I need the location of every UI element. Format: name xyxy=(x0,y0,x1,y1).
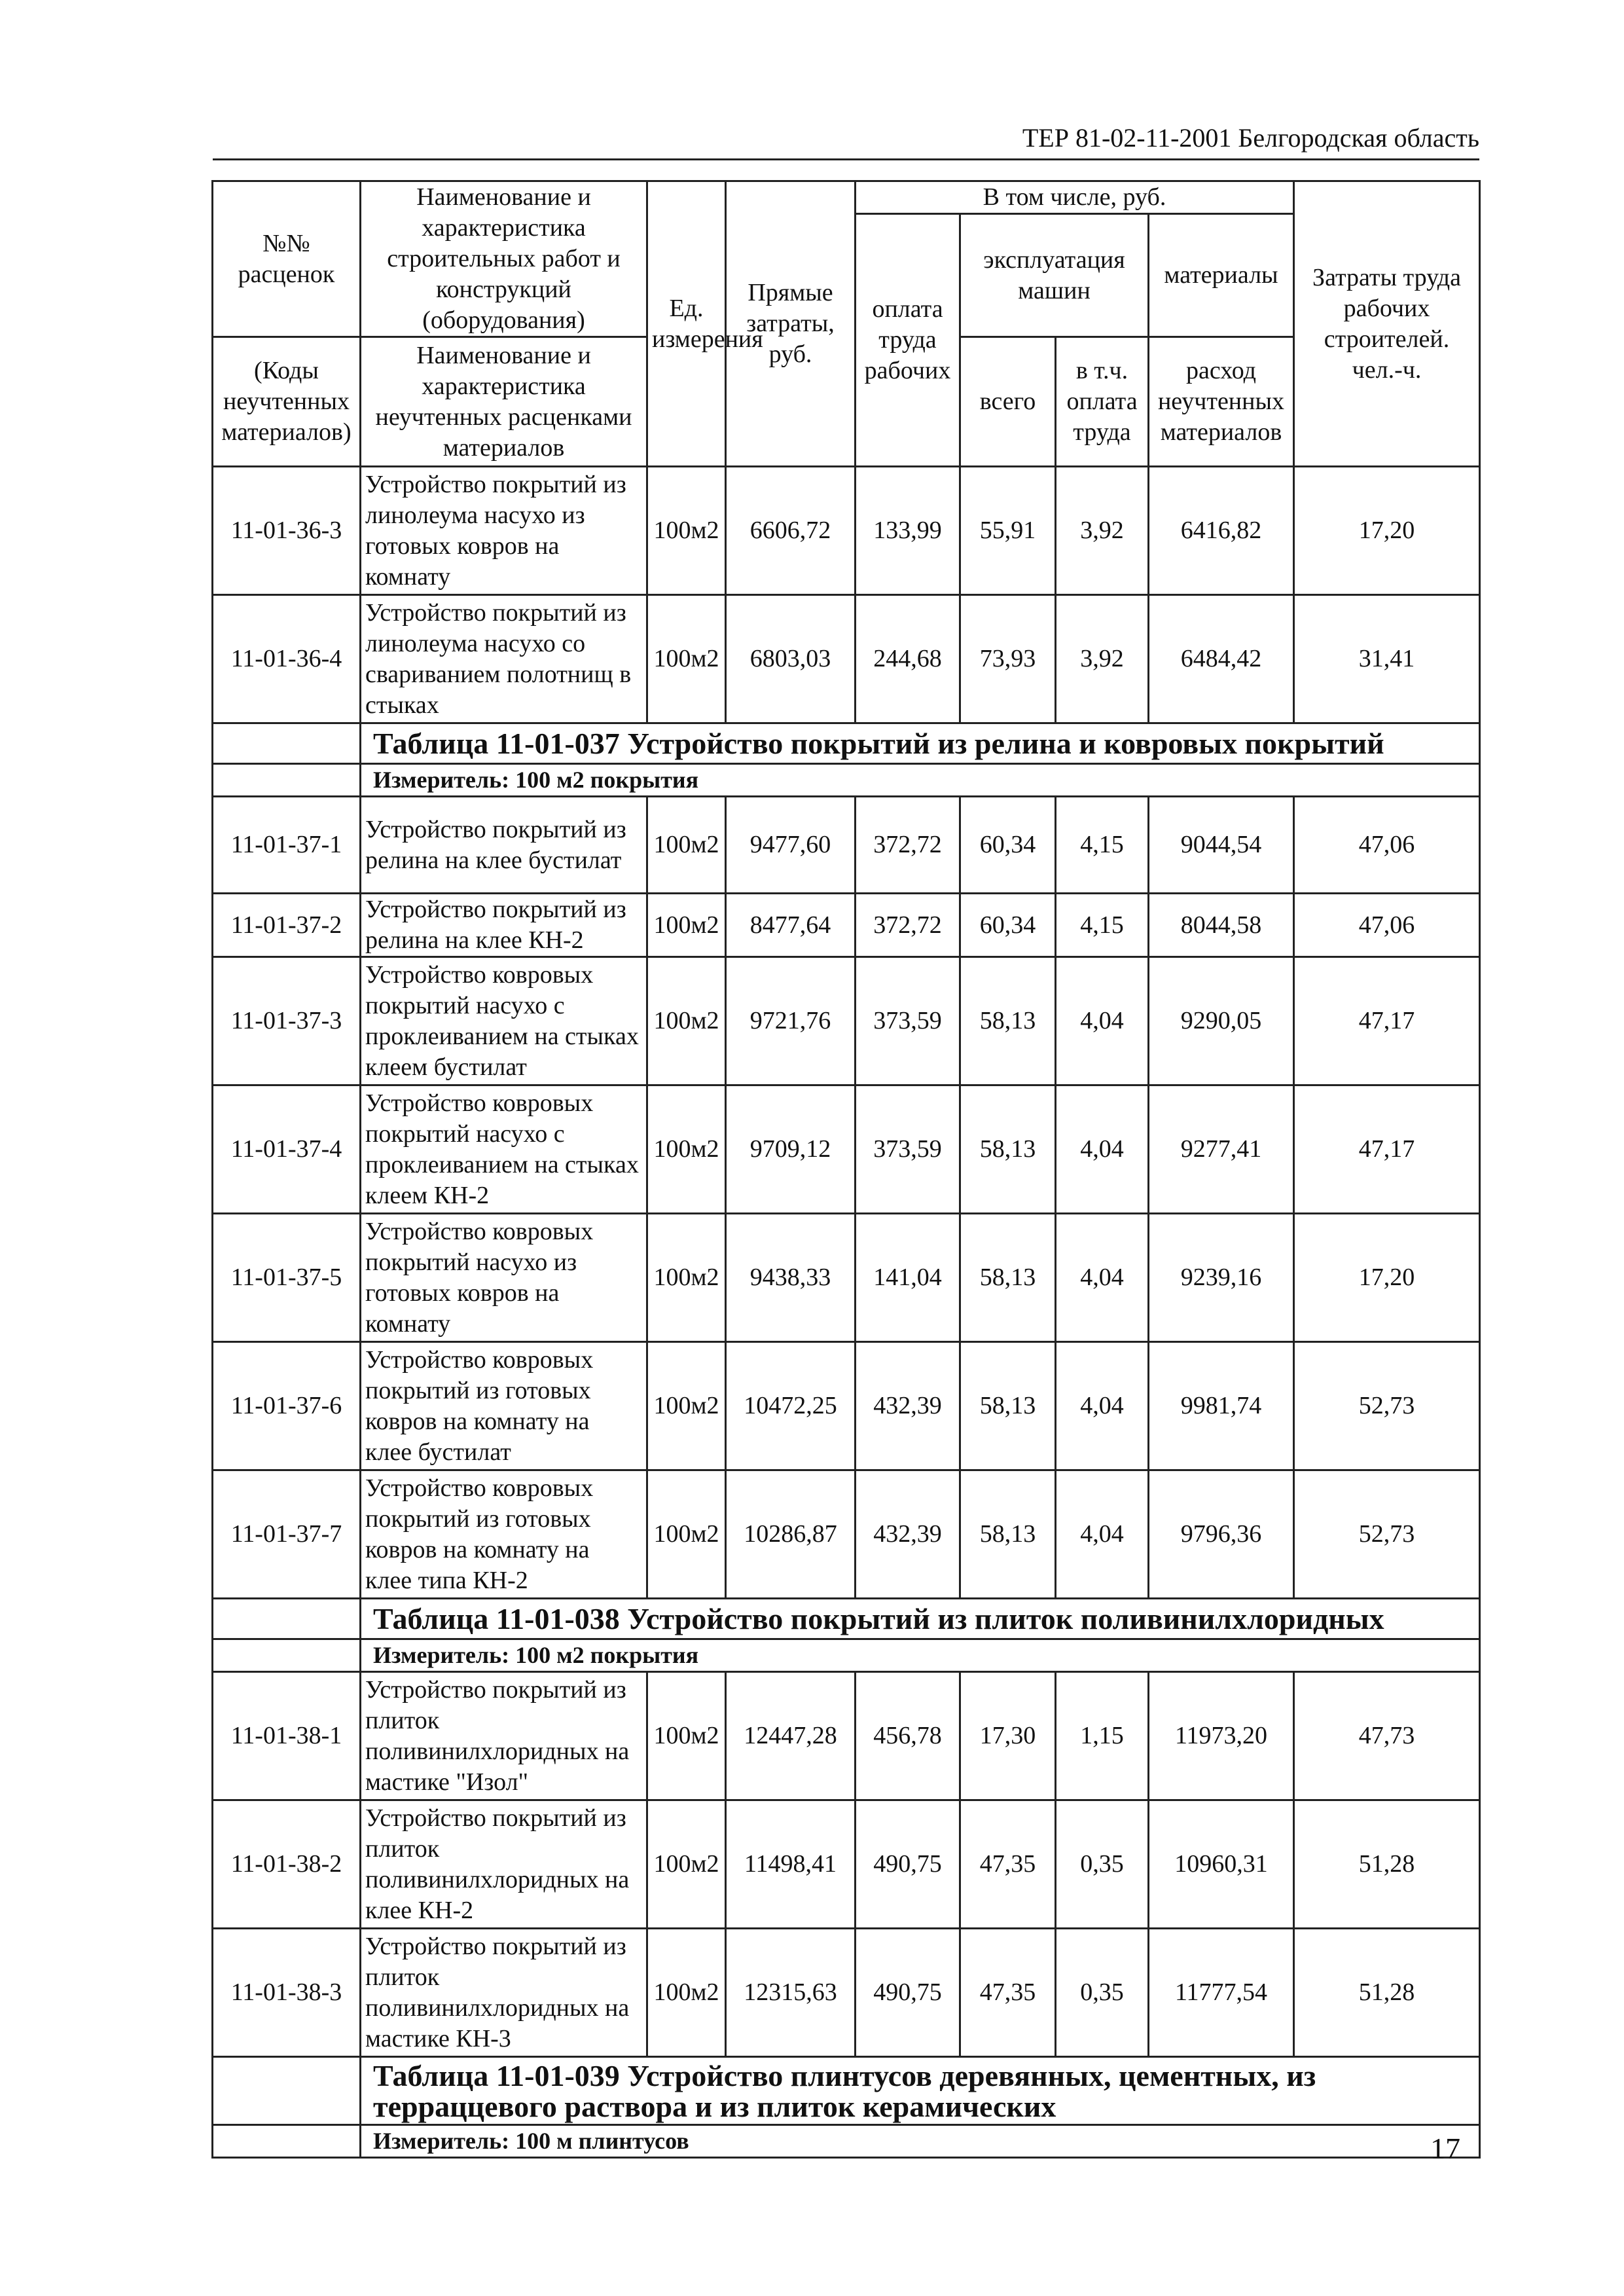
rate-direct: 9721,76 xyxy=(726,957,856,1085)
rate-wages: 432,39 xyxy=(856,1470,960,1599)
rate-code: 11-01-38-2 xyxy=(213,1800,361,1929)
rate-machines-wages: 4,04 xyxy=(1056,1085,1149,1214)
rate-code: 11-01-36-3 xyxy=(213,467,361,595)
rate-labor: 51,28 xyxy=(1294,1800,1480,1929)
rate-labor: 31,41 xyxy=(1294,595,1480,723)
rate-direct: 6803,03 xyxy=(726,595,856,723)
table-row xyxy=(213,1470,1480,1599)
document-title: ТЕР 81-02-11-2001 Белгородская область xyxy=(1022,123,1479,153)
rate-machines: 58,13 xyxy=(960,1214,1056,1342)
header-name: Наименование и характеристика строительных работ и конструкций (оборудования) xyxy=(361,181,647,337)
rate-unit: 100м2 xyxy=(647,1470,726,1599)
rate-machines: 17,30 xyxy=(960,1672,1056,1800)
rate-wages: 490,75 xyxy=(856,1800,960,1929)
rate-name: Устройство покрытий из релина на клее бустилат xyxy=(361,797,647,894)
table-row xyxy=(213,894,1480,957)
rate-labor: 47,06 xyxy=(1294,894,1480,957)
rate-machines: 47,35 xyxy=(960,1800,1056,1929)
rate-machines-wages: 1,15 xyxy=(1056,1672,1149,1800)
rate-name: Устройство ковровых покрытий насухо из готовых ковров на комнату xyxy=(361,1214,647,1342)
rate-code: 11-01-37-4 xyxy=(213,1085,361,1214)
rate-wages: 456,78 xyxy=(856,1672,960,1800)
rate-materials: 11777,54 xyxy=(1149,1929,1294,2057)
rate-materials: 9277,41 xyxy=(1149,1085,1294,1214)
rate-unit: 100м2 xyxy=(647,467,726,595)
rate-materials: 9239,16 xyxy=(1149,1214,1294,1342)
rate-code: 11-01-38-3 xyxy=(213,1929,361,2057)
rate-direct: 11498,41 xyxy=(726,1800,856,1929)
section-title-37: Таблица 11-01-037 Устройство покрытий из релина и ковровых покрытий xyxy=(361,723,1480,764)
rate-direct: 10286,87 xyxy=(726,1470,856,1599)
rates-table xyxy=(211,180,1481,2159)
rate-machines-wages: 4,04 xyxy=(1056,1214,1149,1342)
rate-machines-wages: 0,35 xyxy=(1056,1800,1149,1929)
meter-37: Измеритель: 100 м2 покрытия xyxy=(361,764,1480,797)
section-title-row xyxy=(213,2057,1480,2125)
rate-code: 11-01-37-3 xyxy=(213,957,361,1085)
meter-row xyxy=(213,764,1480,797)
rate-direct: 10472,25 xyxy=(726,1342,856,1470)
rate-unit: 100м2 xyxy=(647,1085,726,1214)
header-machines: эксплуатация машин xyxy=(960,214,1149,337)
rate-materials: 11973,20 xyxy=(1149,1672,1294,1800)
rate-wages: 373,59 xyxy=(856,957,960,1085)
rate-labor: 47,17 xyxy=(1294,957,1480,1085)
meter-spacer xyxy=(213,764,361,797)
meter-spacer xyxy=(213,2125,361,2158)
section-title-row xyxy=(213,1599,1480,1639)
rate-labor: 47,06 xyxy=(1294,797,1480,894)
rate-labor: 52,73 xyxy=(1294,1342,1480,1470)
header-including: В том числе, руб. xyxy=(856,181,1294,214)
rate-machines-wages: 3,92 xyxy=(1056,467,1149,595)
header-materials-sub: расход неучтенных материалов xyxy=(1149,337,1294,467)
rate-machines-wages: 0,35 xyxy=(1056,1929,1149,2057)
table-row xyxy=(213,1672,1480,1800)
table-row xyxy=(213,957,1480,1085)
rate-code: 11-01-37-2 xyxy=(213,894,361,957)
rate-materials: 9981,74 xyxy=(1149,1342,1294,1470)
rate-materials: 8044,58 xyxy=(1149,894,1294,957)
rate-name: Устройство покрытий из плиток поливинилхлоридных на клее КН-2 xyxy=(361,1800,647,1929)
header-name-sub: Наименование и характеристика неучтенных расценками материалов xyxy=(361,337,647,467)
table-row xyxy=(213,595,1480,723)
rate-machines: 60,34 xyxy=(960,894,1056,957)
header-direct: Прямые затраты, руб. xyxy=(726,181,856,467)
rate-unit: 100м2 xyxy=(647,1342,726,1470)
header-unit: Ед. измерения xyxy=(647,181,726,467)
rate-labor: 17,20 xyxy=(1294,1214,1480,1342)
rate-name: Устройство покрытий из плиток поливинилхлоридных на мастике КН-3 xyxy=(361,1929,647,2057)
header-wages: оплата труда рабочих xyxy=(856,214,960,467)
rate-wages: 141,04 xyxy=(856,1214,960,1342)
rate-unit: 100м2 xyxy=(647,595,726,723)
rate-machines: 58,13 xyxy=(960,1085,1056,1214)
meter-spacer xyxy=(213,1639,361,1672)
table-row xyxy=(213,1342,1480,1470)
rate-unit: 100м2 xyxy=(647,1929,726,2057)
rate-labor: 52,73 xyxy=(1294,1470,1480,1599)
rate-direct: 9477,60 xyxy=(726,797,856,894)
table-row xyxy=(213,1085,1480,1214)
rate-wages: 372,72 xyxy=(856,894,960,957)
rate-labor: 51,28 xyxy=(1294,1929,1480,2057)
rate-materials: 6416,82 xyxy=(1149,467,1294,595)
rate-labor: 47,17 xyxy=(1294,1085,1480,1214)
rate-materials: 6484,42 xyxy=(1149,595,1294,723)
rate-wages: 133,99 xyxy=(856,467,960,595)
header-row-1 xyxy=(213,181,1480,214)
rate-machines: 58,13 xyxy=(960,957,1056,1085)
rate-name: Устройство покрытий из релина на клее КН-2 xyxy=(361,894,647,957)
rate-unit: 100м2 xyxy=(647,1672,726,1800)
section-title-38: Таблица 11-01-038 Устройство покрытий из плиток поливинилхлоридных xyxy=(361,1599,1480,1639)
rate-machines-wages: 4,04 xyxy=(1056,1470,1149,1599)
rate-unit: 100м2 xyxy=(647,894,726,957)
rate-name: Устройство покрытий из плиток поливинилхлоридных на мастике "Изол" xyxy=(361,1672,647,1800)
rate-machines: 73,93 xyxy=(960,595,1056,723)
table-row xyxy=(213,797,1480,894)
rate-wages: 373,59 xyxy=(856,1085,960,1214)
rate-direct: 12447,28 xyxy=(726,1672,856,1800)
rate-materials: 9796,36 xyxy=(1149,1470,1294,1599)
rate-materials: 9044,54 xyxy=(1149,797,1294,894)
rate-name: Устройство покрытий из линолеума насухо из готовых ковров на комнату xyxy=(361,467,647,595)
table-row xyxy=(213,467,1480,595)
running-header xyxy=(213,118,1479,160)
rate-unit: 100м2 xyxy=(647,1800,726,1929)
rate-direct: 9438,33 xyxy=(726,1214,856,1342)
rate-name: Устройство ковровых покрытий насухо с проклеиванием на стыках клеем КН-2 xyxy=(361,1085,647,1214)
header-machines-wages: в т.ч. оплата труда xyxy=(1056,337,1149,467)
section-title-39: Таблица 11-01-039 Устройство плинтусов деревянных, цементных, из терраццевого раствора и из плиток керамических xyxy=(361,2057,1480,2125)
header-code-sub: (Коды неучтенных материалов) xyxy=(213,337,361,467)
rate-machines: 47,35 xyxy=(960,1929,1056,2057)
rate-direct: 12315,63 xyxy=(726,1929,856,2057)
rate-name: Устройство ковровых покрытий насухо с проклеиванием на стыках клеем бустилат xyxy=(361,957,647,1085)
meter-row xyxy=(213,2125,1480,2158)
rate-wages: 372,72 xyxy=(856,797,960,894)
rate-unit: 100м2 xyxy=(647,957,726,1085)
section-title-spacer xyxy=(213,1599,361,1639)
table-row xyxy=(213,1929,1480,2057)
section-title-spacer xyxy=(213,2057,361,2125)
rate-materials: 10960,31 xyxy=(1149,1800,1294,1929)
section-title-row xyxy=(213,723,1480,764)
rate-machines: 55,91 xyxy=(960,467,1056,595)
rate-machines: 60,34 xyxy=(960,797,1056,894)
rate-labor: 17,20 xyxy=(1294,467,1480,595)
rate-name: Устройство ковровых покрытий из готовых ковров на комнату на клее бустилат xyxy=(361,1342,647,1470)
rate-machines-wages: 3,92 xyxy=(1056,595,1149,723)
rate-code: 11-01-37-7 xyxy=(213,1470,361,1599)
rate-machines-wages: 4,15 xyxy=(1056,797,1149,894)
rate-labor: 47,73 xyxy=(1294,1672,1480,1800)
rate-code: 11-01-38-1 xyxy=(213,1672,361,1800)
rate-code: 11-01-36-4 xyxy=(213,595,361,723)
rate-direct: 8477,64 xyxy=(726,894,856,957)
rate-code: 11-01-37-6 xyxy=(213,1342,361,1470)
rate-wages: 490,75 xyxy=(856,1929,960,2057)
rate-code: 11-01-37-5 xyxy=(213,1214,361,1342)
rate-wages: 244,68 xyxy=(856,595,960,723)
meter-39: Измеритель: 100 м плинтусов xyxy=(361,2125,1480,2158)
rate-machines-wages: 4,04 xyxy=(1056,1342,1149,1470)
header-machines-total: всего xyxy=(960,337,1056,467)
table-row xyxy=(213,1800,1480,1929)
page-number: 17 xyxy=(1430,2132,1460,2165)
section-title-spacer xyxy=(213,723,361,764)
table-row xyxy=(213,1214,1480,1342)
header-labor: Затраты труда рабочих строителей. чел.-ч. xyxy=(1294,181,1480,467)
rate-materials: 9290,05 xyxy=(1149,957,1294,1085)
meter-38: Измеритель: 100 м2 покрытия xyxy=(361,1639,1480,1672)
rate-code: 11-01-37-1 xyxy=(213,797,361,894)
rate-unit: 100м2 xyxy=(647,797,726,894)
rate-wages: 432,39 xyxy=(856,1342,960,1470)
rate-machines: 58,13 xyxy=(960,1470,1056,1599)
rate-name: Устройство покрытий из линолеума насухо со свариванием полотнищ в стыках xyxy=(361,595,647,723)
rate-machines: 58,13 xyxy=(960,1342,1056,1470)
rate-unit: 100м2 xyxy=(647,1214,726,1342)
header-code: №№ расценок xyxy=(213,181,361,337)
rate-name: Устройство ковровых покрытий из готовых ковров на комнату на клее типа КН-2 xyxy=(361,1470,647,1599)
rate-direct: 9709,12 xyxy=(726,1085,856,1214)
rate-machines-wages: 4,04 xyxy=(1056,957,1149,1085)
meter-row xyxy=(213,1639,1480,1672)
header-materials: материалы xyxy=(1149,214,1294,337)
rate-machines-wages: 4,15 xyxy=(1056,894,1149,957)
rate-direct: 6606,72 xyxy=(726,467,856,595)
